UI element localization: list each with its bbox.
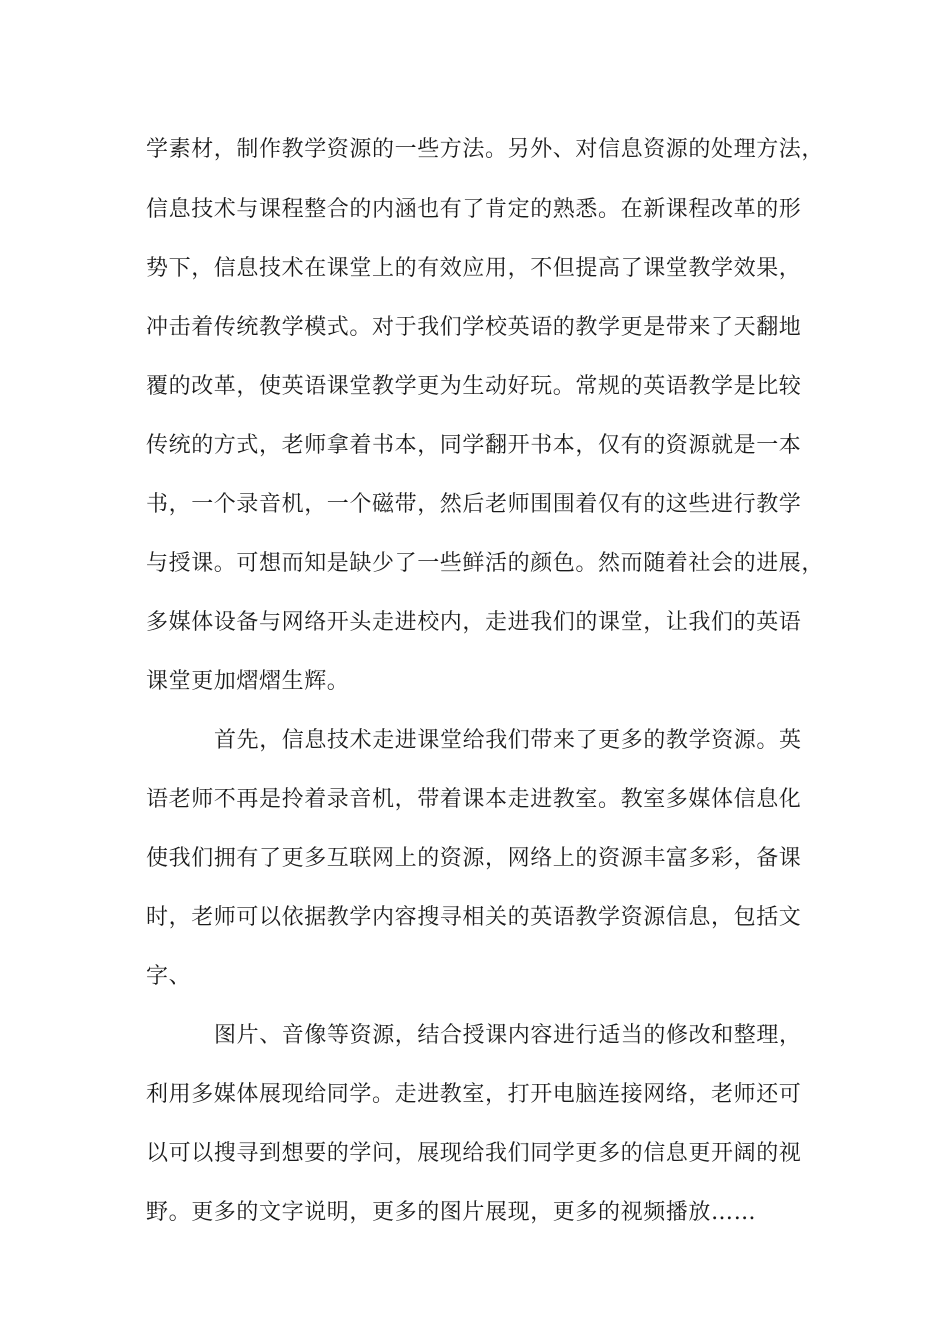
text-line: 野。更多的文字说明，更多的图片展现，更多的视频播放…… <box>146 1200 757 1225</box>
text-line: 使我们拥有了更多互联网上的资源，网络上的资源丰富多彩，备课 <box>146 846 802 871</box>
text-line: 覆的改革，使英语课堂教学更为生动好玩。常规的英语教学是比较 <box>146 374 802 399</box>
text-line: 字、 <box>146 964 192 989</box>
text-line: 时，老师可以依据教学内容搜寻相关的英语教学资源信息，包括文 <box>146 905 802 930</box>
text-line: 语老师不再是拎着录音机，带着课本走进教室。教室多媒体信息化 <box>146 787 802 812</box>
paragraph-first-line: 图片、音像等资源，结合授课内容进行适当的修改和整理， <box>214 1023 802 1048</box>
text-line: 多媒体设备与网络开头走进校内，走进我们的课堂，让我们的英语 <box>146 610 802 635</box>
text-line: 与授课。可想而知是缺少了一些鲜活的颜色。然而随着社会的进展， <box>146 551 825 576</box>
text-line: 以可以搜寻到想要的学问，展现给我们同学更多的信息更开阔的视 <box>146 1141 802 1166</box>
text-line: 信息技术与课程整合的内涵也有了肯定的熟悉。在新课程改革的形 <box>146 197 802 222</box>
text-line: 势下，信息技术在课堂上的有效应用，不但提高了课堂教学效果， <box>146 256 802 281</box>
paragraph-first-line: 首先，信息技术走进课堂给我们带来了更多的教学资源。英 <box>214 728 802 753</box>
text-line: 课堂更加熠熠生辉。 <box>146 669 350 694</box>
text-line: 利用多媒体展现给同学。走进教室，打开电脑连接网络，老师还可 <box>146 1082 802 1107</box>
text-line: 书，一个录音机，一个磁带，然后老师围围着仅有的这些进行教学 <box>146 492 802 517</box>
text-line: 传统的方式，老师拿着书本，同学翻开书本，仅有的资源就是一本 <box>146 433 802 458</box>
text-line: 学素材，制作教学资源的一些方法。另外、对信息资源的处理方法， <box>146 137 825 162</box>
text-line: 冲击着传统教学模式。对于我们学校英语的教学更是带来了天翻地 <box>146 315 802 340</box>
